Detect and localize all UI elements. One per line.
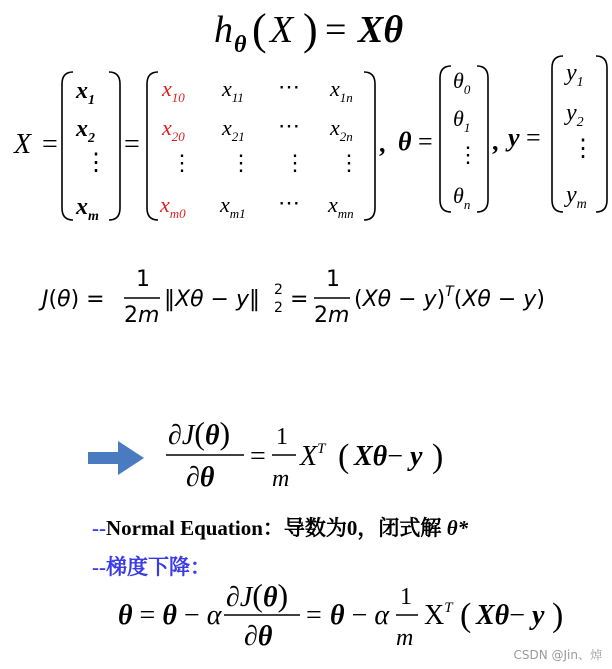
- gradient-descent-note: --梯度下降：: [92, 555, 211, 579]
- update-equals-2: =: [306, 600, 322, 631]
- theta-vector-left-bracket: [440, 66, 451, 212]
- hypothesis-arg: X: [270, 9, 294, 51]
- cost-norm-sub: 2: [274, 300, 283, 316]
- cost-norm: ‖Xθ − y‖: [164, 287, 260, 312]
- update-lparen: (: [460, 597, 472, 634]
- X-matrix-c1-m: $x_{m1}$: [220, 192, 246, 221]
- X-matrix-right-bracket: [364, 72, 375, 220]
- hypothesis-equation: [214, 5, 403, 58]
- x-equals: =: [124, 129, 140, 160]
- gradient-equals: =: [250, 441, 266, 472]
- csdn-watermark: CSDN @Jin、焯: [513, 648, 602, 662]
- gradient-frac-den: m: [272, 466, 290, 492]
- hypothesis-lparen: (: [252, 5, 267, 54]
- update-frac2-num: 1: [400, 584, 412, 610]
- update-frac-den: ∂θ: [244, 621, 273, 652]
- comma-2: ,: [492, 127, 499, 156]
- y-vector-right-bracket: [596, 56, 607, 212]
- gradient-equation: [166, 415, 443, 493]
- x-vector-entry-1: $x_1$: [76, 78, 95, 108]
- X-matrix-red-1: $x_{10}$: [162, 76, 185, 105]
- x-vector-right-bracket: [109, 72, 120, 220]
- cost-equals-2: =: [290, 287, 309, 312]
- y-vector-entry-vdots: ⋮: [571, 136, 595, 162]
- normal-equation-text: Normal Equation：导数为0，闭式解: [106, 516, 447, 540]
- X-equals: =: [42, 129, 58, 160]
- cost-frac1-num: 1: [136, 267, 150, 292]
- X-matrix-c1-1: $x_{11}$: [222, 76, 244, 105]
- theta-vector-entry-vdots: ⋮: [457, 142, 479, 167]
- y-label: y: [508, 123, 520, 152]
- comma-1: ,: [379, 129, 386, 158]
- matrix-definitions: [13, 56, 607, 224]
- hypothesis-rhs: Xθ: [358, 9, 404, 51]
- cost-lhs: J(θ) =: [42, 287, 105, 312]
- cost-function: [38, 267, 545, 328]
- normal-equation-dash: --: [92, 516, 106, 540]
- update-frac2-den: m: [396, 625, 414, 651]
- right-arrow-icon: [88, 441, 144, 475]
- x-vector-entry-vdots: ⋮: [84, 150, 108, 176]
- normal-equation-note: [92, 512, 468, 542]
- X-matrix-entries: [159, 74, 360, 221]
- theta-vector-entry-1: $\theta_1$: [453, 106, 471, 135]
- cost-rhs: $(X\theta - y)^T(X\theta - y)$: [354, 284, 545, 312]
- x-vector-entry-m: $x_m$: [76, 194, 99, 224]
- X-matrix-cn-2: $x_{2n}$: [330, 115, 353, 144]
- normal-equation-theta: θ*: [446, 516, 469, 540]
- X-matrix-red-vdots: ⋮: [171, 150, 193, 175]
- theta-vector-entry-0: $\theta_0$: [453, 68, 471, 97]
- update-frac-num: ∂J(θ): [226, 577, 289, 613]
- hypothesis-h: h: [214, 9, 233, 51]
- X-matrix-red-2: $x_{20}$: [162, 115, 185, 144]
- x-vector-entry-2: $x_2$: [76, 116, 95, 146]
- theta-vector-right-bracket: [477, 66, 488, 212]
- cost-frac2-num: 1: [326, 267, 340, 292]
- cost-frac1-den: 2m: [124, 303, 160, 328]
- X-label: X: [14, 129, 32, 160]
- gradient-rparen: ): [432, 438, 444, 475]
- y-vector-entry-1: $y_1$: [566, 60, 584, 90]
- X-matrix-c1-2: $x_{21}$: [222, 115, 245, 144]
- update-theta-2: θ − α: [330, 600, 390, 631]
- y-vector-left-bracket: [552, 56, 563, 212]
- hypothesis-theta-sub: θ: [234, 32, 247, 58]
- cost-frac2-den: 2m: [314, 303, 350, 328]
- X-matrix-dots-1: ⋯: [278, 74, 300, 99]
- gradient-inner: Xθ− y: [354, 441, 423, 472]
- gradient-XT: $X^T$: [300, 441, 326, 472]
- update-inner: Xθ− y: [476, 600, 545, 631]
- X-matrix-cn-m: $x_{mn}$: [328, 192, 354, 221]
- update-rule: [118, 577, 563, 652]
- update-XT: $X^T$: [424, 600, 453, 631]
- y-equals: =: [526, 123, 541, 152]
- X-matrix-dots-vdots: ⋮: [284, 150, 306, 175]
- theta-equals: =: [418, 127, 433, 156]
- hypothesis-equals: =: [325, 9, 347, 51]
- gradient-frac-num: 1: [276, 424, 288, 450]
- y-vector-entry-m: $y_m$: [566, 182, 587, 212]
- gradient-lparen: (: [338, 438, 350, 475]
- X-matrix-c1-vdots: ⋮: [230, 150, 252, 175]
- X-matrix-left-bracket: [147, 72, 158, 220]
- X-matrix-dots-m: ⋯: [278, 190, 300, 215]
- hypothesis-rparen: ): [303, 5, 318, 54]
- cost-norm-sup: 2: [274, 282, 283, 298]
- update-rparen: ): [552, 597, 564, 634]
- X-matrix-cn-1: $x_{1n}$: [330, 76, 353, 105]
- theta-vector-entries: [453, 68, 479, 212]
- y-vector-entry-2: $y_2$: [566, 100, 584, 130]
- X-matrix-red-m: $x_{m0}$: [160, 192, 186, 221]
- X-matrix-cn-vdots: ⋮: [338, 150, 360, 175]
- x-vector-entries: [75, 78, 108, 224]
- update-lhs: θ = θ − α: [118, 600, 222, 631]
- x-vector-left-bracket: [62, 72, 73, 220]
- gradient-num: ∂J(θ): [168, 415, 231, 451]
- theta-label: θ: [398, 127, 412, 156]
- theta-vector-entry-n: $\theta_n$: [453, 183, 471, 212]
- X-matrix-dots-2: ⋯: [278, 113, 300, 138]
- y-vector-entries: [564, 60, 595, 212]
- gradient-den: ∂θ: [186, 462, 215, 493]
